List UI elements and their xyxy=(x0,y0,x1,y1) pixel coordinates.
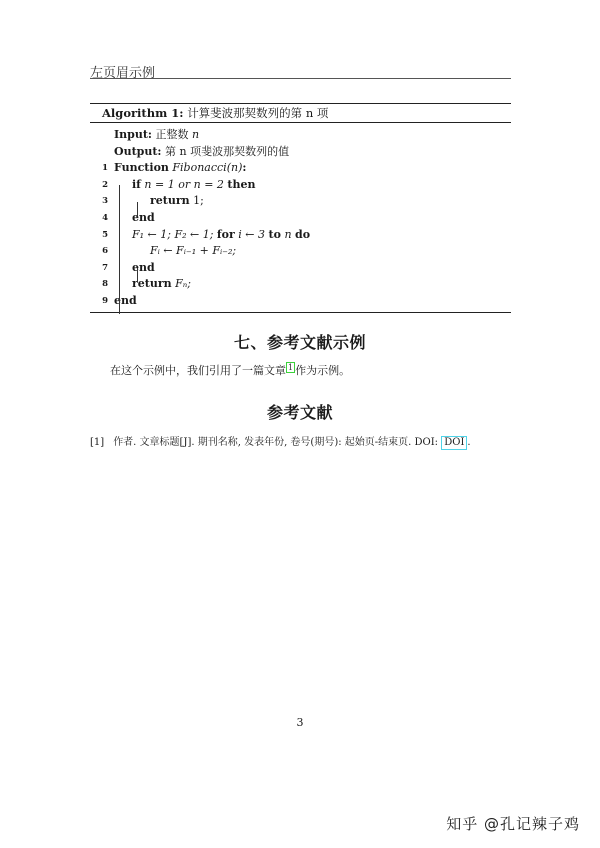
reference-end: . xyxy=(467,437,471,448)
keyword: for xyxy=(216,227,235,241)
algorithm-line xyxy=(90,160,511,177)
punct: : xyxy=(242,161,247,175)
page-number: 3 xyxy=(296,716,304,729)
algorithm-caption-label: Algorithm 1: xyxy=(102,106,184,120)
condition: n = 2 xyxy=(193,177,224,191)
paragraph-text: 在这个示例中，我们引用了一篇文章 xyxy=(110,364,286,377)
references-title: 参考文献 xyxy=(266,403,333,422)
function-name: Fibonacci(n) xyxy=(172,161,243,175)
algorithm-line xyxy=(90,243,511,260)
keyword: end xyxy=(132,210,155,224)
range-end: n xyxy=(284,227,292,241)
value: 1; xyxy=(193,194,204,208)
line-number: 8 xyxy=(102,279,108,290)
input-label: Input: xyxy=(114,128,152,141)
keyword: then xyxy=(227,177,256,191)
function-block-bar xyxy=(119,185,120,314)
algorithm-line xyxy=(90,210,511,227)
line-number: 5 xyxy=(102,229,108,240)
keyword: do xyxy=(295,227,311,241)
line-number: 1 xyxy=(102,163,108,174)
if-block-bar xyxy=(137,202,138,216)
algorithm-line xyxy=(90,193,511,210)
condition: n = 1 xyxy=(144,177,175,191)
input-text: 正整数 xyxy=(155,128,189,141)
algorithm-line xyxy=(90,276,511,293)
line-number: 2 xyxy=(102,179,108,190)
for-block-bar xyxy=(137,268,138,282)
value: Fₙ; xyxy=(175,277,191,291)
output-text: 第 n 项斐波那契数列的值 xyxy=(165,144,290,158)
citation-link[interactable]: 1 xyxy=(288,363,294,372)
algorithm-output xyxy=(90,144,511,161)
line-number: 3 xyxy=(102,196,108,207)
line-number: 6 xyxy=(102,246,108,257)
output-label: Output: xyxy=(114,144,162,158)
watermark: 知乎 @孔记辣子鸡 xyxy=(446,815,580,833)
keyword: to xyxy=(268,227,281,241)
keyword: end xyxy=(132,260,155,274)
algorithm-caption xyxy=(90,104,511,123)
keyword: end xyxy=(114,293,137,307)
reference-text: 作者. 文章标题[J]. 期刊名称, 发表年份, 卷号(期号): 起始页-结束页. DOI: xyxy=(113,437,439,448)
range-start: i ← 3 xyxy=(238,227,266,241)
line-number: 7 xyxy=(102,262,108,273)
line-number: 4 xyxy=(102,212,108,223)
keyword: Function xyxy=(114,161,169,175)
keyword: if xyxy=(132,177,141,191)
algorithm-line xyxy=(90,227,511,244)
header-rule xyxy=(90,78,511,79)
assignment: F₁ ← 1; F₂ ← 1; xyxy=(132,227,214,241)
algorithm-line xyxy=(90,260,511,277)
statement: Fᵢ ← Fᵢ₋₁ + Fᵢ₋₂; xyxy=(150,244,237,258)
reference-number: [1] xyxy=(90,437,105,448)
line-number: 9 xyxy=(102,295,108,306)
doi-link[interactable]: DOI xyxy=(441,436,467,450)
running-header: 左页眉示例 xyxy=(90,66,156,81)
keyword: or xyxy=(178,177,191,191)
keyword: return xyxy=(132,277,172,291)
input-var: n xyxy=(191,128,200,141)
keyword: return xyxy=(150,194,190,208)
algorithm-caption-text: 计算斐波那契数列的第 n 项 xyxy=(187,106,329,120)
body-paragraph xyxy=(110,362,350,378)
algorithm-body xyxy=(90,123,511,312)
algorithm-line xyxy=(90,293,511,310)
paragraph-text: 作为示例。 xyxy=(295,364,351,377)
section-title: 七、参考文献示例 xyxy=(233,333,366,352)
reference-item xyxy=(90,433,471,450)
algorithm-line xyxy=(90,177,511,194)
algorithm-input xyxy=(90,127,511,144)
algorithm-box xyxy=(90,103,511,313)
